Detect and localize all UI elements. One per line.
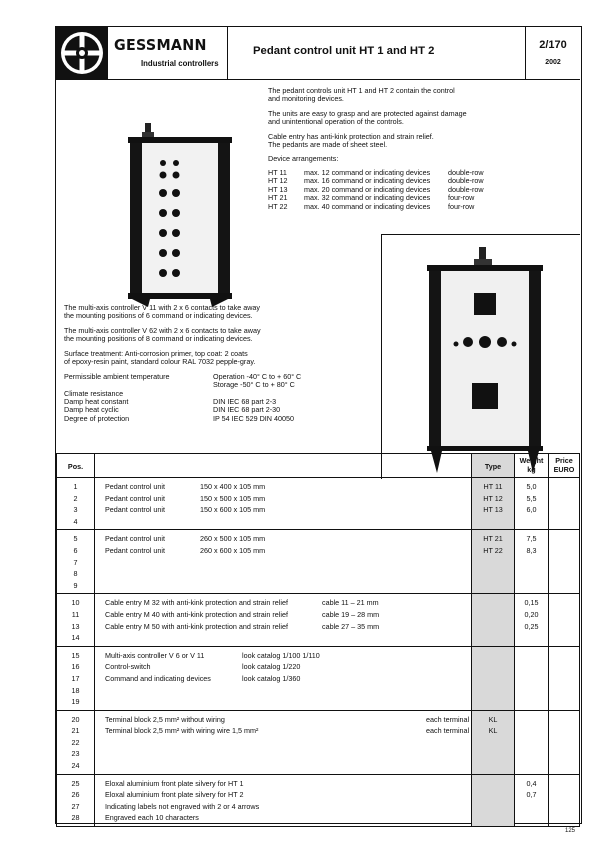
table-row <box>95 504 471 516</box>
type-code <box>472 812 514 824</box>
table-row-group <box>57 594 580 646</box>
weight-value: 0,25 <box>524 621 539 631</box>
table-row <box>95 557 471 569</box>
type-code: KL <box>488 726 498 736</box>
type-code: HT 13 <box>483 505 503 515</box>
item-dimension: look catalog 1/100 1/110 <box>242 650 320 660</box>
item-description: Terminal block 2,5 mm² without wiring <box>105 714 225 724</box>
arrangements-title: Device arrangements: <box>268 154 339 164</box>
specs-line: of epoxy-resin paint, standard colour RAL 7032 pepple-gray. <box>64 357 256 367</box>
arrangement-model: HT 21 <box>268 193 288 203</box>
table-row <box>95 650 471 662</box>
page-code-box <box>526 27 580 79</box>
table-row-group <box>57 774 580 826</box>
type-code <box>472 673 514 685</box>
position-number: 26 <box>71 790 80 800</box>
cell-price <box>549 478 580 530</box>
item-description: Pedant control unit <box>105 505 165 515</box>
table-row <box>95 748 471 760</box>
type-code <box>472 801 514 813</box>
arrangement-desc: max. 16 command or indicating devices <box>304 176 431 186</box>
cell-weight <box>515 710 549 774</box>
position-number: 1 <box>73 482 78 491</box>
table-row <box>95 533 471 545</box>
arrangement-row: four-row <box>448 193 475 203</box>
weight-value <box>515 661 548 673</box>
type-code: KL <box>488 714 498 724</box>
price-value <box>549 801 579 813</box>
item-description: Engraved each 10 characters <box>105 813 199 823</box>
price-value <box>549 580 579 592</box>
table-row <box>95 685 471 697</box>
position-number: 23 <box>71 749 80 759</box>
cell-desc <box>95 710 472 774</box>
ht2-pedant-photo <box>382 235 581 480</box>
table-row <box>95 481 471 493</box>
intro-line: and monitoring devices. <box>268 94 344 104</box>
type-code: HT 12 <box>483 493 503 503</box>
weight-value <box>515 737 548 749</box>
item-dimension: 260 x 600 x 105 mm <box>200 545 266 555</box>
price-value <box>549 760 579 772</box>
weight-value: 0,7 <box>526 790 537 800</box>
intro-line: The pedants are made of sheet steel. <box>268 140 388 150</box>
weight-value: 6,0 <box>526 505 537 515</box>
price-value <box>549 650 579 662</box>
table-row <box>95 737 471 749</box>
cell-pos <box>57 530 95 594</box>
table-row <box>95 609 471 621</box>
cell-weight <box>515 774 549 826</box>
weight-value: 5,0 <box>526 482 537 491</box>
item-description: Pedant control unit <box>105 545 165 555</box>
cell-price <box>549 594 580 646</box>
table-row <box>95 661 471 673</box>
table-row <box>95 801 471 813</box>
price-value <box>549 737 579 749</box>
arrangement-row <box>268 203 498 211</box>
title-box <box>228 27 526 79</box>
item-description: Cable entry M 40 with anti-kink protection and strain relief <box>105 609 288 619</box>
climate-label: Damp heat cyclic <box>64 405 119 415</box>
brand-box <box>108 27 228 79</box>
intro-text <box>268 87 467 164</box>
table-row <box>95 580 471 592</box>
item-dimension: cable 11 – 21 mm <box>322 598 379 608</box>
climate-value: IP 54 IEC 529 DIN 40050 <box>213 413 294 423</box>
price-value <box>549 504 579 516</box>
specs-text <box>64 304 261 366</box>
table-row <box>95 632 471 644</box>
type-code <box>472 621 514 633</box>
price-value <box>549 545 579 557</box>
ht1-pedant-photo <box>118 123 250 308</box>
item-description: Pedant control unit <box>105 493 165 503</box>
specs-line: The multi-axis controller V 11 with 2 x 6 contacts to take away <box>64 303 261 312</box>
item-description: Pedant control unit <box>105 534 165 544</box>
climate-value: DIN IEC 68 part 2-3 <box>213 397 277 406</box>
price-value <box>549 661 579 673</box>
weight-value: 7,5 <box>526 534 537 544</box>
type-code <box>472 760 514 772</box>
type-code <box>472 685 514 697</box>
position-number: 19 <box>71 697 80 707</box>
arrangement-model: HT 11 <box>268 168 287 177</box>
arrangement-desc: max. 40 command or indicating devices <box>304 201 431 211</box>
weight-value <box>515 650 548 662</box>
specs-line: The multi-axis controller V 62 with 2 x 6 contacts to take away <box>64 325 261 335</box>
weight-header: Weight <box>519 456 544 465</box>
price-value <box>549 557 579 569</box>
type-code: HT 22 <box>483 545 503 555</box>
position-number: 16 <box>71 662 80 672</box>
item-description: Cable entry M 32 with anti-kink protection and strain relief <box>105 598 288 608</box>
arrangements-list <box>268 169 498 211</box>
table-header-row <box>57 454 580 478</box>
weight-value: 0,15 <box>524 598 539 608</box>
table-row <box>95 696 471 708</box>
item-description: Eloxal aluminium front plate silvery for HT 1 <box>105 778 244 788</box>
arrangement-row: double-row <box>448 168 484 177</box>
item-description: Control-switch <box>105 662 151 672</box>
cell-desc <box>95 646 472 710</box>
position-number: 21 <box>71 726 80 736</box>
logo <box>56 27 108 79</box>
cell-price <box>549 774 580 826</box>
table-row <box>95 812 471 824</box>
table-row <box>95 597 471 609</box>
cell-weight <box>515 530 549 594</box>
type-code <box>472 568 514 580</box>
type-code: HT 11 <box>483 482 503 491</box>
item-description: Eloxal aluminium front plate silvery for HT 2 <box>105 790 244 800</box>
position-number: 11 <box>71 609 80 619</box>
arrangement-row: double-row <box>448 176 484 186</box>
cell-type <box>472 530 515 594</box>
price-value <box>549 621 579 633</box>
item-description: Indicating labels not engraved with 2 or 4 arrows <box>105 801 260 811</box>
col-pos: Pos. <box>57 454 95 478</box>
item-dimension: 260 x 500 x 105 mm <box>200 534 266 544</box>
col-type: Type <box>472 454 515 478</box>
price-unit: EURO <box>553 465 575 474</box>
type-code <box>472 696 514 708</box>
weight-value <box>515 725 548 737</box>
weight-unit: kg <box>527 465 536 474</box>
arrangement-row: double-row <box>448 184 484 194</box>
item-dimension: 150 x 600 x 105 mm <box>200 505 266 515</box>
intro-line: The units are easy to grasp and are protected against damage <box>268 108 467 118</box>
weight-value: 5,5 <box>526 493 537 503</box>
climate-title: Climate resistance <box>64 389 124 398</box>
type-code: HT 21 <box>483 534 503 544</box>
weight-value <box>515 580 548 592</box>
cell-type <box>472 710 515 774</box>
page-title: Pedant control unit HT 1 and HT 2 <box>253 45 435 57</box>
table-row-group <box>57 710 580 774</box>
type-code <box>472 632 514 644</box>
arrangement-desc: max. 32 command or indicating devices <box>304 193 431 203</box>
price-header: Price <box>555 456 573 465</box>
item-description: Cable entry M 50 with anti-kink protection and strain relief <box>105 621 288 631</box>
weight-value <box>515 748 548 760</box>
header <box>56 27 580 80</box>
position-number: 6 <box>73 545 78 555</box>
type-code <box>472 737 514 749</box>
cell-pos <box>57 774 95 826</box>
type-code <box>472 597 514 609</box>
climate-labels <box>64 398 129 423</box>
type-code <box>472 650 514 662</box>
specs-line: Surface treatment: Anti-corrosion primer, top coat: 2 coats <box>64 348 248 358</box>
price-value <box>549 685 579 697</box>
position-number: 24 <box>71 761 80 771</box>
specs-line: the mounting positions of 6 command or indicating devices. <box>64 311 253 321</box>
cell-weight <box>515 594 549 646</box>
table-row <box>95 493 471 505</box>
weight-value: 0,4 <box>526 778 537 788</box>
position-number: 10 <box>71 598 80 608</box>
table-row <box>95 778 471 790</box>
position-number: 27 <box>71 801 80 811</box>
price-value <box>549 725 579 737</box>
arrangement-desc: max. 20 command or indicating devices <box>304 184 431 194</box>
price-value <box>549 673 579 685</box>
weight-value: 0,20 <box>524 609 539 619</box>
cell-pos <box>57 594 95 646</box>
item-description: Terminal block 2,5 mm² with wiring wire 1,5 mm² <box>105 726 259 736</box>
cell-desc <box>95 774 472 826</box>
item-description: Pedant control unit <box>105 482 165 491</box>
table-row <box>95 714 471 726</box>
year: 2002 <box>545 59 561 66</box>
arrangement-desc: max. 12 command or indicating devices <box>304 168 431 177</box>
intro-line: and unintentional operation of the controls. <box>268 117 404 127</box>
price-value <box>549 481 579 493</box>
type-code <box>472 609 514 621</box>
climate-label: Damp heat constant <box>64 397 129 406</box>
position-number: 13 <box>71 621 80 631</box>
cell-pos <box>57 710 95 774</box>
price-value <box>549 789 579 801</box>
type-code <box>472 516 514 528</box>
intro-line: Cable entry has anti-kink protection and strain relief. <box>268 131 434 141</box>
position-number: 25 <box>71 778 80 788</box>
temperature-storage: Storage -50° C to + 80° C <box>213 380 295 389</box>
weight-value <box>515 696 548 708</box>
ht2-photo-frame <box>381 234 580 479</box>
weight-value <box>515 632 548 644</box>
item-description: Multi-axis controller V 6 or V 11 <box>105 650 205 660</box>
item-dimension: 150 x 500 x 105 mm <box>200 493 266 503</box>
item-dimension: 150 x 400 x 105 mm <box>200 482 266 491</box>
position-number: 15 <box>71 650 80 660</box>
table-row <box>95 568 471 580</box>
cell-weight <box>515 478 549 530</box>
climate-values <box>213 398 294 423</box>
cell-pos <box>57 478 95 530</box>
price-value <box>549 714 579 726</box>
brand-name: GESSMANN <box>114 36 207 54</box>
cell-desc <box>95 478 472 530</box>
weight-value <box>515 557 548 569</box>
table-row <box>95 789 471 801</box>
price-value <box>549 778 579 790</box>
col-weight <box>515 454 549 478</box>
weight-value <box>515 801 548 813</box>
price-value <box>549 812 579 824</box>
position-number: 9 <box>73 580 78 590</box>
type-code <box>472 661 514 673</box>
cell-price <box>549 646 580 710</box>
cell-price <box>549 530 580 594</box>
type-code <box>472 580 514 592</box>
weight-value <box>515 760 548 772</box>
position-number: 22 <box>71 737 80 747</box>
temperature-label: Permissible ambient temperature <box>64 372 170 381</box>
cell-type <box>472 774 515 826</box>
position-number: 20 <box>71 714 80 724</box>
arrangement-model: HT 13 <box>268 184 288 194</box>
price-value <box>549 609 579 621</box>
position-number: 2 <box>73 493 78 503</box>
type-code <box>472 748 514 760</box>
table-row-group <box>57 530 580 594</box>
arrangement-model: HT 12 <box>268 176 288 186</box>
weight-value <box>515 714 548 726</box>
arrangement-model: HT 22 <box>268 201 288 211</box>
catalog-page <box>55 26 582 824</box>
cell-desc <box>95 530 472 594</box>
item-dimension: cable 27 – 35 mm <box>322 621 380 631</box>
price-value <box>549 748 579 760</box>
weight-value <box>515 685 548 697</box>
price-value <box>549 696 579 708</box>
page-code: 2/170 <box>539 39 567 51</box>
item-dimension: cable 19 – 28 mm <box>322 609 380 619</box>
cell-price <box>549 710 580 774</box>
weight-value <box>515 673 548 685</box>
price-value <box>549 568 579 580</box>
position-number: 3 <box>73 505 78 515</box>
table-row <box>95 673 471 685</box>
type-code <box>472 778 514 790</box>
position-number: 17 <box>71 673 80 683</box>
price-value <box>549 533 579 545</box>
cell-type <box>472 478 515 530</box>
climate-label: Degree of protection <box>64 413 130 423</box>
item-dimension: look catalog 1/360 <box>242 673 301 683</box>
position-number: 5 <box>73 534 78 544</box>
page-number: 125 <box>565 828 576 834</box>
col-desc <box>95 454 472 478</box>
temperature-operation: Operation -40° C to + 60° C <box>213 372 302 381</box>
weight-value <box>515 516 548 528</box>
cell-pos <box>57 646 95 710</box>
weight-value: 8,3 <box>526 545 537 555</box>
price-value <box>549 493 579 505</box>
table-row <box>95 760 471 772</box>
cell-desc <box>95 594 472 646</box>
weight-value <box>515 812 548 824</box>
position-number: 4 <box>73 516 78 526</box>
price-table <box>56 453 580 827</box>
unit-note: each terminal <box>426 714 470 724</box>
item-dimension: look catalog 1/220 <box>242 662 301 672</box>
price-value <box>549 516 579 528</box>
cell-type <box>472 646 515 710</box>
position-number: 8 <box>73 569 78 579</box>
position-number: 28 <box>71 813 80 823</box>
arrangement-row: four-row <box>448 201 475 211</box>
table-row <box>95 725 471 737</box>
table-row-group <box>57 478 580 530</box>
price-value <box>549 632 579 644</box>
table-row <box>95 516 471 528</box>
weight-value <box>515 568 548 580</box>
table-row <box>95 545 471 557</box>
position-number: 18 <box>71 685 80 695</box>
table-row-group <box>57 646 580 710</box>
gessmann-logo-icon <box>56 27 108 79</box>
table-row <box>95 621 471 633</box>
unit-note: each terminal <box>426 726 470 736</box>
cell-weight <box>515 646 549 710</box>
col-price <box>549 454 580 478</box>
type-code <box>472 557 514 569</box>
position-number: 7 <box>73 557 78 567</box>
type-code <box>472 789 514 801</box>
item-description: Command and indicating devices <box>105 673 211 683</box>
specs-line: the mounting positions of 8 command or indicating devices. <box>64 334 253 344</box>
price-value <box>549 597 579 609</box>
brand-subtitle: Industrial controllers <box>141 59 219 68</box>
cell-type <box>472 594 515 646</box>
position-number: 14 <box>71 633 80 643</box>
climate-value: DIN IEC 68 part 2-30 <box>213 405 281 415</box>
intro-line: The pedant controls unit HT 1 and HT 2 contain the control <box>268 86 455 95</box>
